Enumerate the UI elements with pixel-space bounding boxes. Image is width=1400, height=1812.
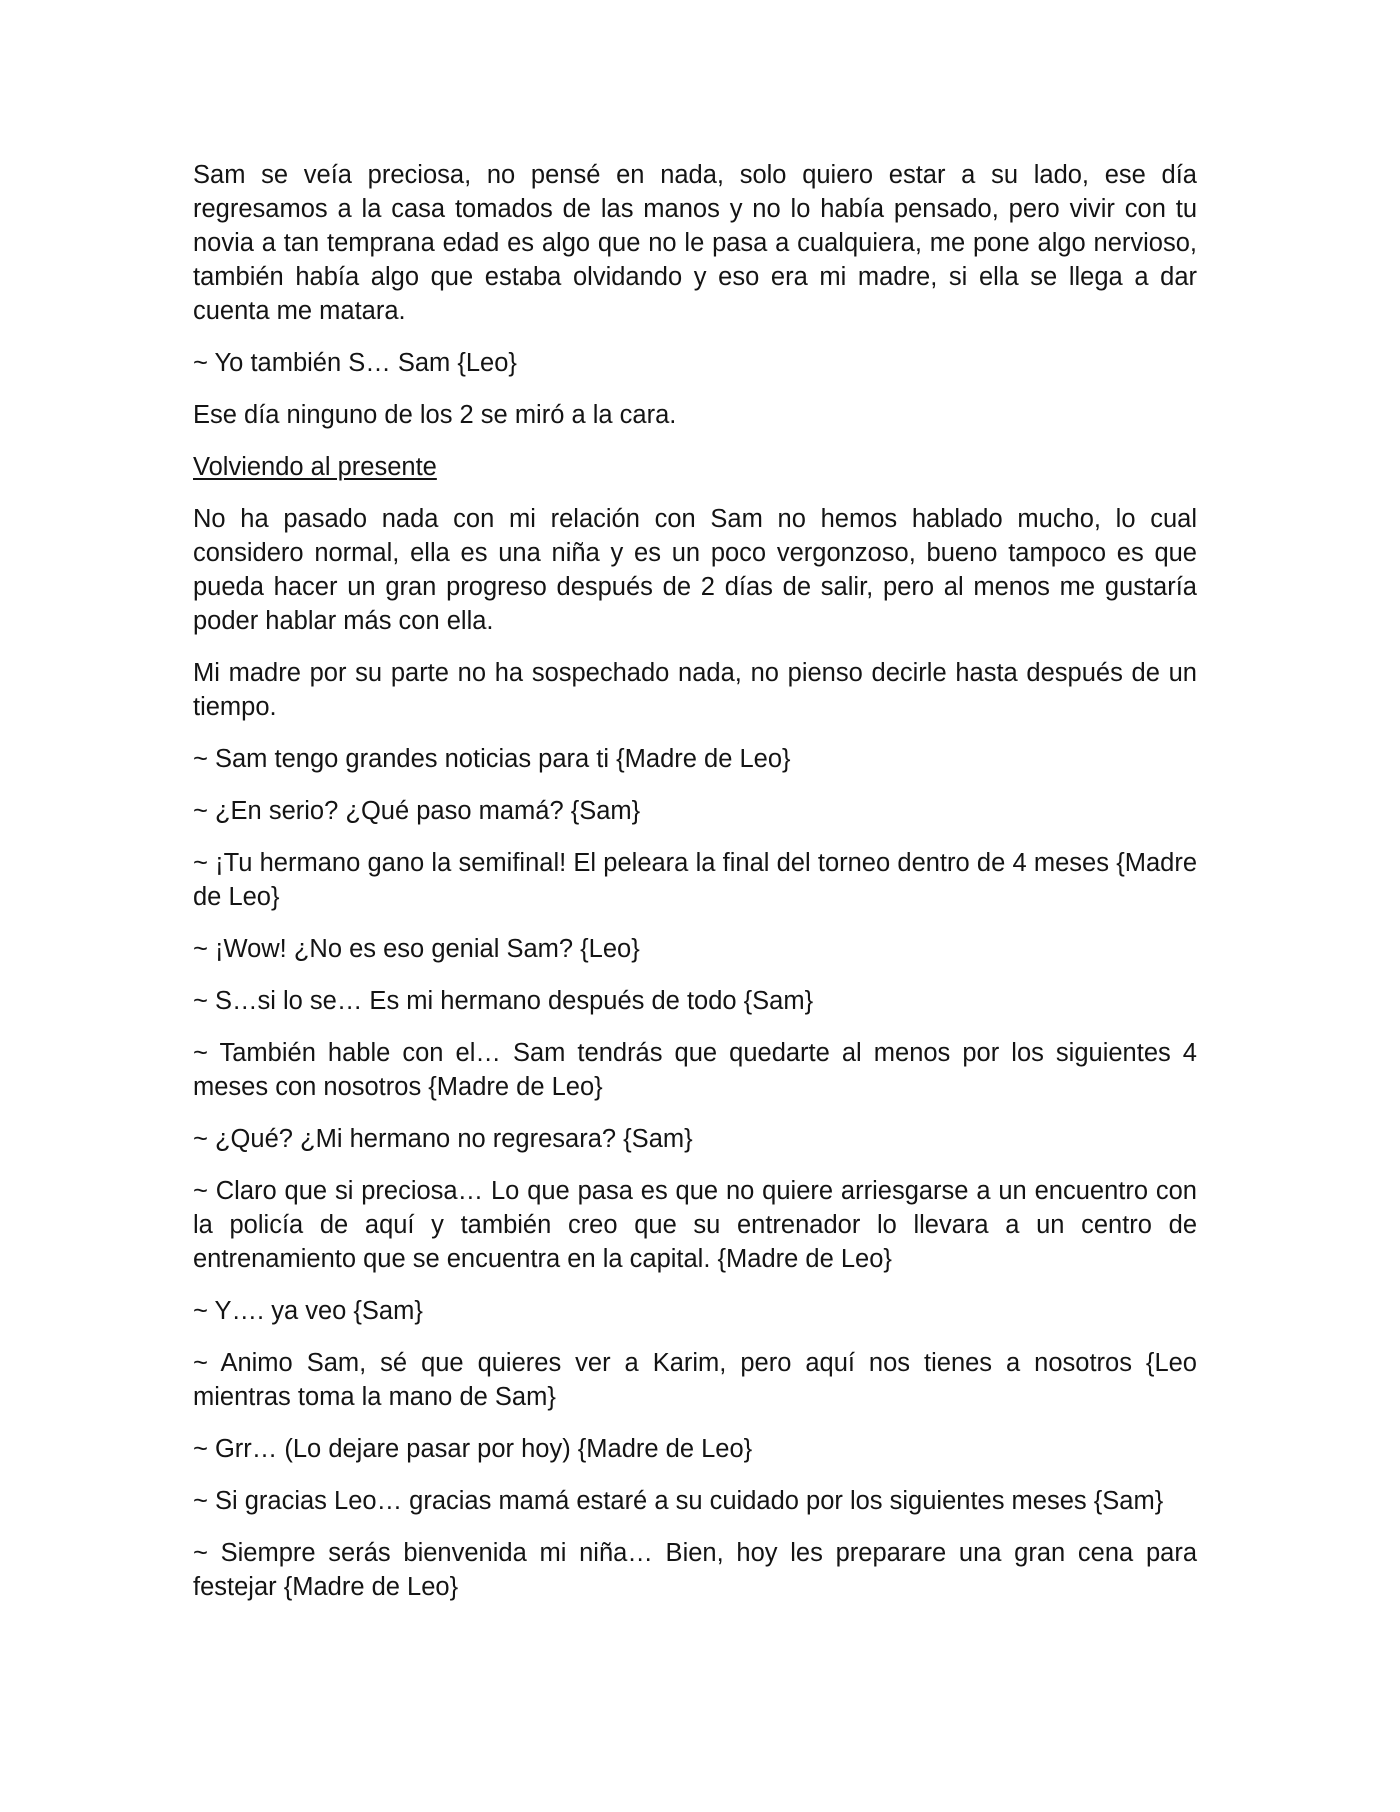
- dialogue-line: ~ También hable con el… Sam tendrás que quedarte al menos por los siguientes 4 meses con nosotros {Madre de Leo}: [193, 1039, 1197, 1101]
- dialogue-line: ~ Si gracias Leo… gracias mamá estaré a su cuidado por los siguientes meses {Sam}: [193, 1487, 1164, 1515]
- document-page: [193, 158, 1197, 1622]
- dialogue-line: ~ ¿Qué? ¿Mi hermano no regresara? {Sam}: [193, 1125, 693, 1153]
- section-heading: Volviendo al presente: [193, 453, 437, 481]
- dialogue-line: ~ S…si lo se… Es mi hermano después de todo {Sam}: [193, 987, 814, 1015]
- dialogue-line: ~ ¡Tu hermano gano la semifinal! El peleara la final del torneo dentro de 4 meses {Madre de Leo}: [193, 849, 1197, 911]
- narration-paragraph: Mi madre por su parte no ha sospechado nada, no pienso decirle hasta después de un tiempo.: [193, 659, 1197, 721]
- narration-paragraph: Sam se veía preciosa, no pensé en nada, solo quiero estar a su lado, ese día regresamos a la casa tomados de las manos y no lo había pensado, pero vivir con tu novia a tan temprana edad es algo que no le pasa a cualquiera, me pone algo nervioso, también había algo que estaba olvidando y eso era mi madre, si ella se llega a dar cuenta me matara.: [193, 161, 1197, 325]
- dialogue-line: ~ Sam tengo grandes noticias para ti {Madre de Leo}: [193, 745, 791, 773]
- dialogue-line: ~ Claro que si preciosa… Lo que pasa es que no quiere arriesgarse a un encuentro con la policía de aquí y también creo que su entrenador lo llevara a un centro de entrenamiento que se encuentra en la capital. {Madre de Leo}: [193, 1177, 1197, 1273]
- narration-paragraph: No ha pasado nada con mi relación con Sam no hemos hablado mucho, lo cual considero normal, ella es una niña y es un poco vergonzoso, bueno tampoco es que pueda hacer un gran progreso después de 2 días de salir, pero al menos me gustaría poder hablar más con ella.: [193, 505, 1197, 635]
- dialogue-line: ~ ¿En serio? ¿Qué paso mamá? {Sam}: [193, 797, 641, 825]
- dialogue-line: ~ Animo Sam, sé que quieres ver a Karim, pero aquí nos tienes a nosotros {Leo mientras toma la mano de Sam}: [193, 1349, 1197, 1411]
- narration-paragraph: Ese día ninguno de los 2 se miró a la cara.: [193, 401, 677, 429]
- dialogue-line: ~ Grr… (Lo dejare pasar por hoy) {Madre de Leo}: [193, 1435, 753, 1463]
- dialogue-line: ~ ¡Wow! ¿No es eso genial Sam? {Leo}: [193, 935, 640, 963]
- dialogue-line: ~ Siempre serás bienvenida mi niña… Bien, hoy les preparare una gran cena para festejar {Madre de Leo}: [193, 1539, 1197, 1601]
- dialogue-line: ~ Y…. ya veo {Sam}: [193, 1297, 423, 1325]
- dialogue-line: ~ Yo también S… Sam {Leo}: [193, 349, 517, 377]
